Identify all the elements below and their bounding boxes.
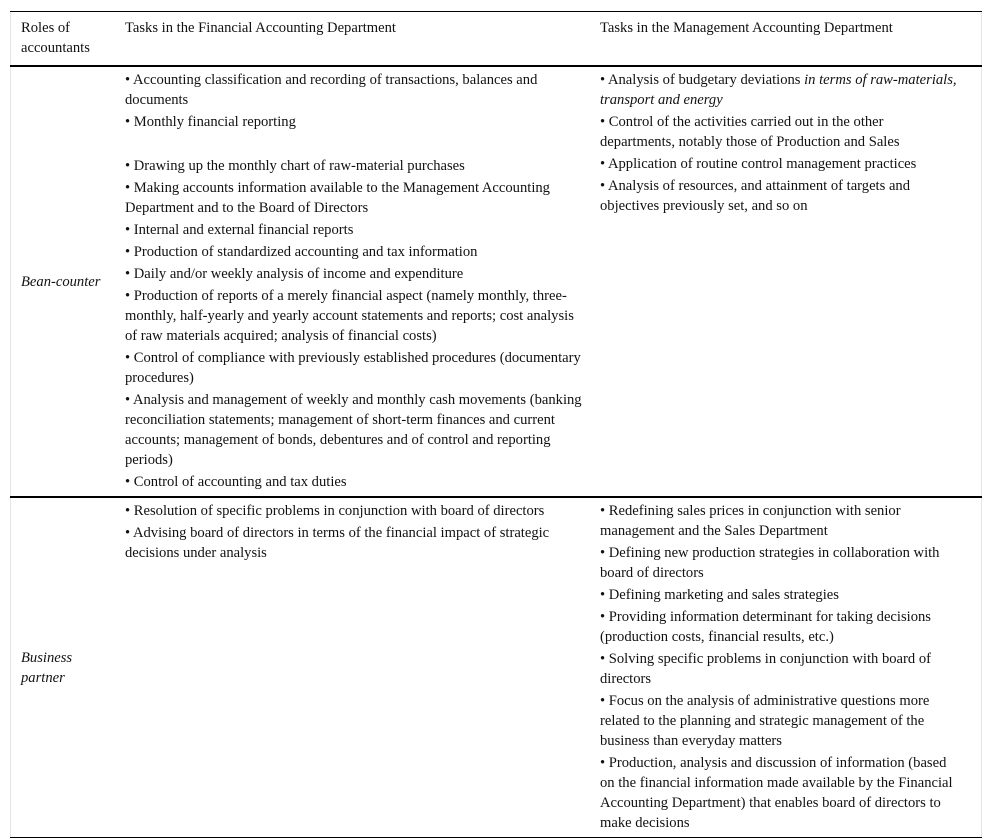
task-item	[125, 501, 584, 521]
financial-tasks-cell	[117, 497, 592, 838]
table-row-bean-counter	[11, 66, 982, 497]
task-text: • Analysis of resources, and attainment of targets and objectives previously set, and so on	[600, 178, 911, 214]
task-item	[125, 220, 584, 240]
task-item	[125, 178, 584, 218]
management-tasks-cell	[592, 497, 982, 838]
role-cell: Bean-counter	[21, 273, 101, 290]
task-list	[600, 70, 961, 216]
task-item	[600, 176, 961, 216]
task-text: • Control of the activities carried out in the other departments, notably those of Production and Sales	[600, 114, 900, 150]
task-item	[125, 264, 584, 284]
financial-tasks-cell	[117, 66, 592, 497]
task-text: • Production, analysis and discussion of information (based on the financial information made available by the Financial Accounting Department) that enables board of directors to make decisions	[600, 755, 953, 831]
task-text: • Drawing up the monthly chart of raw-material purchases	[125, 158, 465, 174]
task-text: • Production of reports of a merely financial aspect (namely monthly, three-monthly, half-yearly and yearly account statements and reports; cost analysis of raw materials acquired; analysis of financial costs)	[125, 288, 574, 344]
task-text-emphasis: in terms of raw-materials, transport and energy	[600, 72, 957, 108]
task-item	[600, 154, 961, 174]
task-text: • Defining new production strategies in collaboration with board of directors	[600, 545, 940, 581]
task-item	[600, 112, 961, 152]
task-item	[600, 753, 961, 833]
table-row-business-partner	[11, 497, 982, 838]
task-text: • Internal and external financial reports	[125, 222, 354, 238]
task-text: • Advising board of directors in terms of the financial impact of strategic decisions under analysis	[125, 525, 550, 561]
task-item	[125, 348, 584, 388]
task-item	[125, 134, 584, 154]
task-item	[125, 523, 584, 563]
task-item	[125, 390, 584, 470]
task-text: • Providing information determinant for taking decisions (production costs, financial results, etc.)	[600, 609, 931, 645]
task-item	[600, 543, 961, 583]
header-row	[11, 12, 982, 67]
task-text: • Resolution of specific problems in conjunction with board of directors	[125, 503, 545, 519]
management-tasks-cell	[592, 66, 982, 497]
task-text: • Monthly financial reporting	[125, 114, 296, 130]
task-text: • Production of standardized accounting and tax information	[125, 244, 478, 260]
task-item	[125, 70, 584, 110]
header-financial-tasks: Tasks in the Financial Accounting Department	[125, 20, 396, 36]
task-list	[125, 70, 584, 492]
task-text: • Analysis and management of weekly and monthly cash movements (banking reconciliation statements; management of short-term finances and current accounts; management of bonds, debentures and of control and reporting periods)	[125, 392, 582, 468]
task-item	[125, 112, 584, 132]
task-text: • Application of routine control management practices	[600, 156, 917, 172]
task-item	[125, 472, 584, 492]
task-list	[600, 501, 961, 833]
task-text: • Making accounts information available to the Management Accounting Department and to the Board of Directors	[125, 180, 550, 216]
task-text: • Control of compliance with previously established procedures (documentary procedures)	[125, 350, 581, 386]
task-text: • Daily and/or weekly analysis of income and expenditure	[125, 266, 464, 282]
accountant-roles-table	[10, 11, 982, 838]
header-management-tasks: Tasks in the Management Accounting Department	[600, 20, 893, 36]
task-text: • Redefining sales prices in conjunction with senior management and the Sales Department	[600, 503, 901, 539]
task-text: • Focus on the analysis of administrative questions more related to the planning and strategic management of the business than everyday matters	[600, 693, 930, 749]
task-item	[125, 156, 584, 176]
task-item	[125, 242, 584, 262]
task-text: • Control of accounting and tax duties	[125, 474, 347, 490]
table-header	[11, 12, 982, 67]
task-item	[600, 70, 961, 110]
task-item	[125, 286, 584, 346]
task-item	[600, 649, 961, 689]
task-item	[600, 501, 961, 541]
task-item	[600, 585, 961, 605]
task-list	[125, 501, 584, 563]
role-cell: Business partner	[21, 649, 73, 686]
task-text: • Analysis of budgetary deviations	[600, 72, 805, 88]
task-item	[600, 607, 961, 647]
task-text: • Accounting classification and recording of transactions, balances and documents	[125, 72, 538, 108]
task-item	[600, 691, 961, 751]
header-roles: Roles of accountants	[21, 20, 90, 56]
task-text: • Solving specific problems in conjunction with board of directors	[600, 651, 931, 687]
task-text: • Defining marketing and sales strategies	[600, 587, 839, 603]
